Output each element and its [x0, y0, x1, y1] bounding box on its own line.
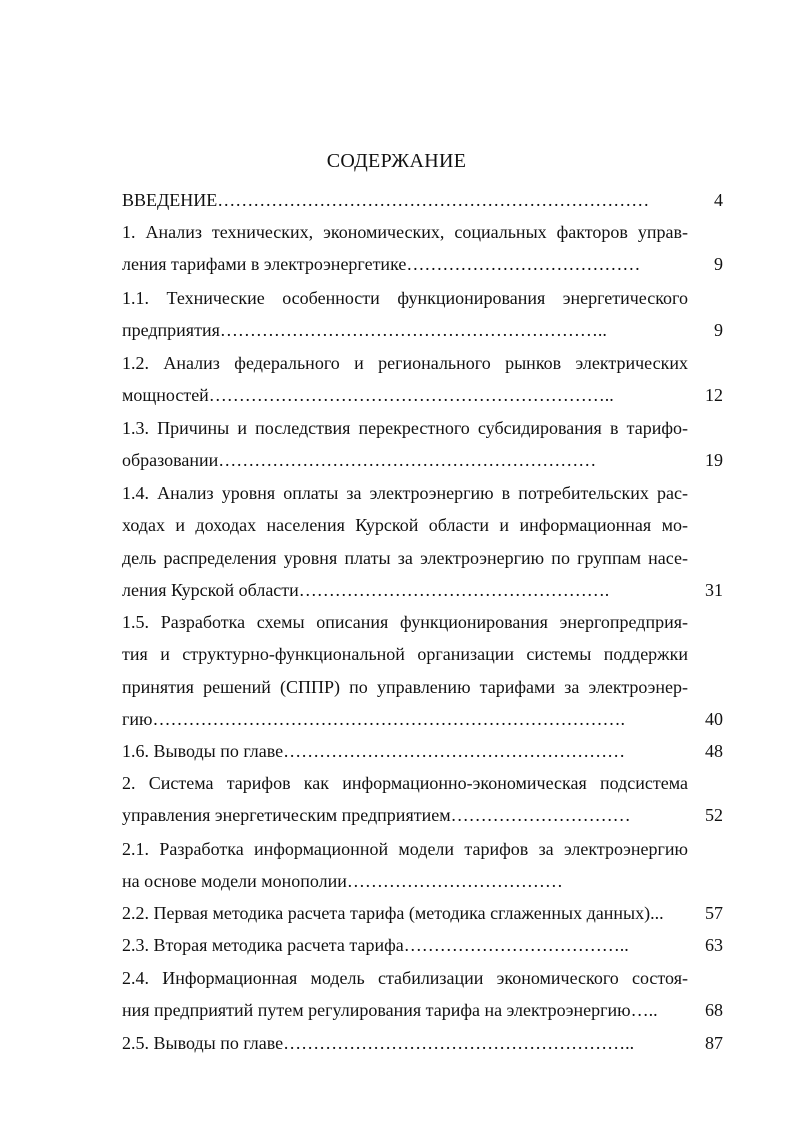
toc-entry-line: 1. Анализ технических, экономических, социальных факторов управ-	[122, 222, 688, 242]
toc-entry-line: гию…………………………………………………………………….	[122, 709, 625, 730]
toc-entry-line: дель распределения уровня платы за электроэнергию по группам насе-	[122, 547, 688, 568]
toc-page-number: 40	[705, 709, 723, 730]
toc-entry-line: 2.3. Вторая методика расчета тарифа………………………………..	[122, 935, 629, 955]
toc-entry-line: 1.5. Разработка схемы описания функционирования энергопредприя-	[122, 612, 688, 632]
toc-page-number: 68	[705, 1000, 723, 1021]
toc-entry-line: принятия решений (СППР) по управлению тарифами за электроэнер-	[122, 676, 688, 697]
toc-entry-line: 2.1. Разработка информационной модели тарифов за электроэнергию	[122, 839, 688, 859]
toc-entry-line: ления тарифами в электроэнергетике…………………………………	[122, 254, 641, 275]
toc-entry-line: образовании………………………………………………………	[122, 450, 597, 471]
toc-entry-line: ходах и доходах населения Курской области и информационная мо-	[122, 515, 688, 536]
toc-entry-line: 2.5. Выводы по главе…………………………………………………..	[122, 1033, 635, 1053]
toc-entry-line: ния предприятий путем регулирования тарифа на электроэнергию…..	[122, 1000, 658, 1021]
toc-entry-line: на основе модели монополии………………………………	[122, 871, 563, 892]
toc-entry-line: управления энергетическим предприятием…………………………	[122, 805, 631, 826]
toc-entry-line: 1.2. Анализ федерального и регионального рынков электрических	[122, 353, 688, 373]
toc-page-number: 12	[705, 385, 723, 406]
toc-page-number: 9	[714, 254, 723, 275]
toc-entry-line: предприятия………………………………………………………..	[122, 320, 607, 341]
toc-page-number: 63	[705, 935, 723, 955]
page-title: СОДЕРЖАНИЕ	[326, 150, 467, 172]
toc-entry-line: 1.4. Анализ уровня оплаты за электроэнергию в потребительских рас-	[122, 483, 688, 503]
toc-entry-line: ления Курской области…………………………………………….	[122, 580, 610, 601]
toc-entry-line: мощностей…………………………………………………………..	[122, 385, 614, 406]
toc-page-number: 48	[705, 741, 723, 761]
toc-entry-line: 2.2. Первая методика расчета тарифа (методика сглаженных данных)...	[122, 903, 664, 923]
toc-entry-line: 1.1. Технические особенности функционирования энергетического	[122, 288, 688, 308]
toc-page-number: 4	[714, 190, 723, 210]
toc-page-number: 19	[705, 450, 723, 471]
toc-entry-line: 2.4. Информационная модель стабилизации экономического состоя-	[122, 968, 688, 988]
toc-entry-line: 1.3. Причины и последствия перекрестного субсидирования в тарифо-	[122, 418, 688, 438]
toc-entry-line: тия и структурно-функциональной организации системы поддержки	[122, 644, 688, 665]
toc-entry-line: ВВЕДЕНИЕ………………………………………………………………	[122, 190, 650, 210]
toc-page-number: 9	[714, 320, 723, 341]
toc-page-number: 57	[705, 903, 723, 923]
toc-page-number: 87	[705, 1033, 723, 1053]
toc-page-number: 52	[705, 805, 723, 826]
toc-page-number	[679, 868, 723, 894]
toc-entry-line: 1.6. Выводы по главе…………………………………………………	[122, 741, 626, 761]
toc-page-number: 31	[705, 580, 723, 601]
toc-entry-line: 2. Система тарифов как информационно-экономическая подсистема	[122, 773, 688, 793]
